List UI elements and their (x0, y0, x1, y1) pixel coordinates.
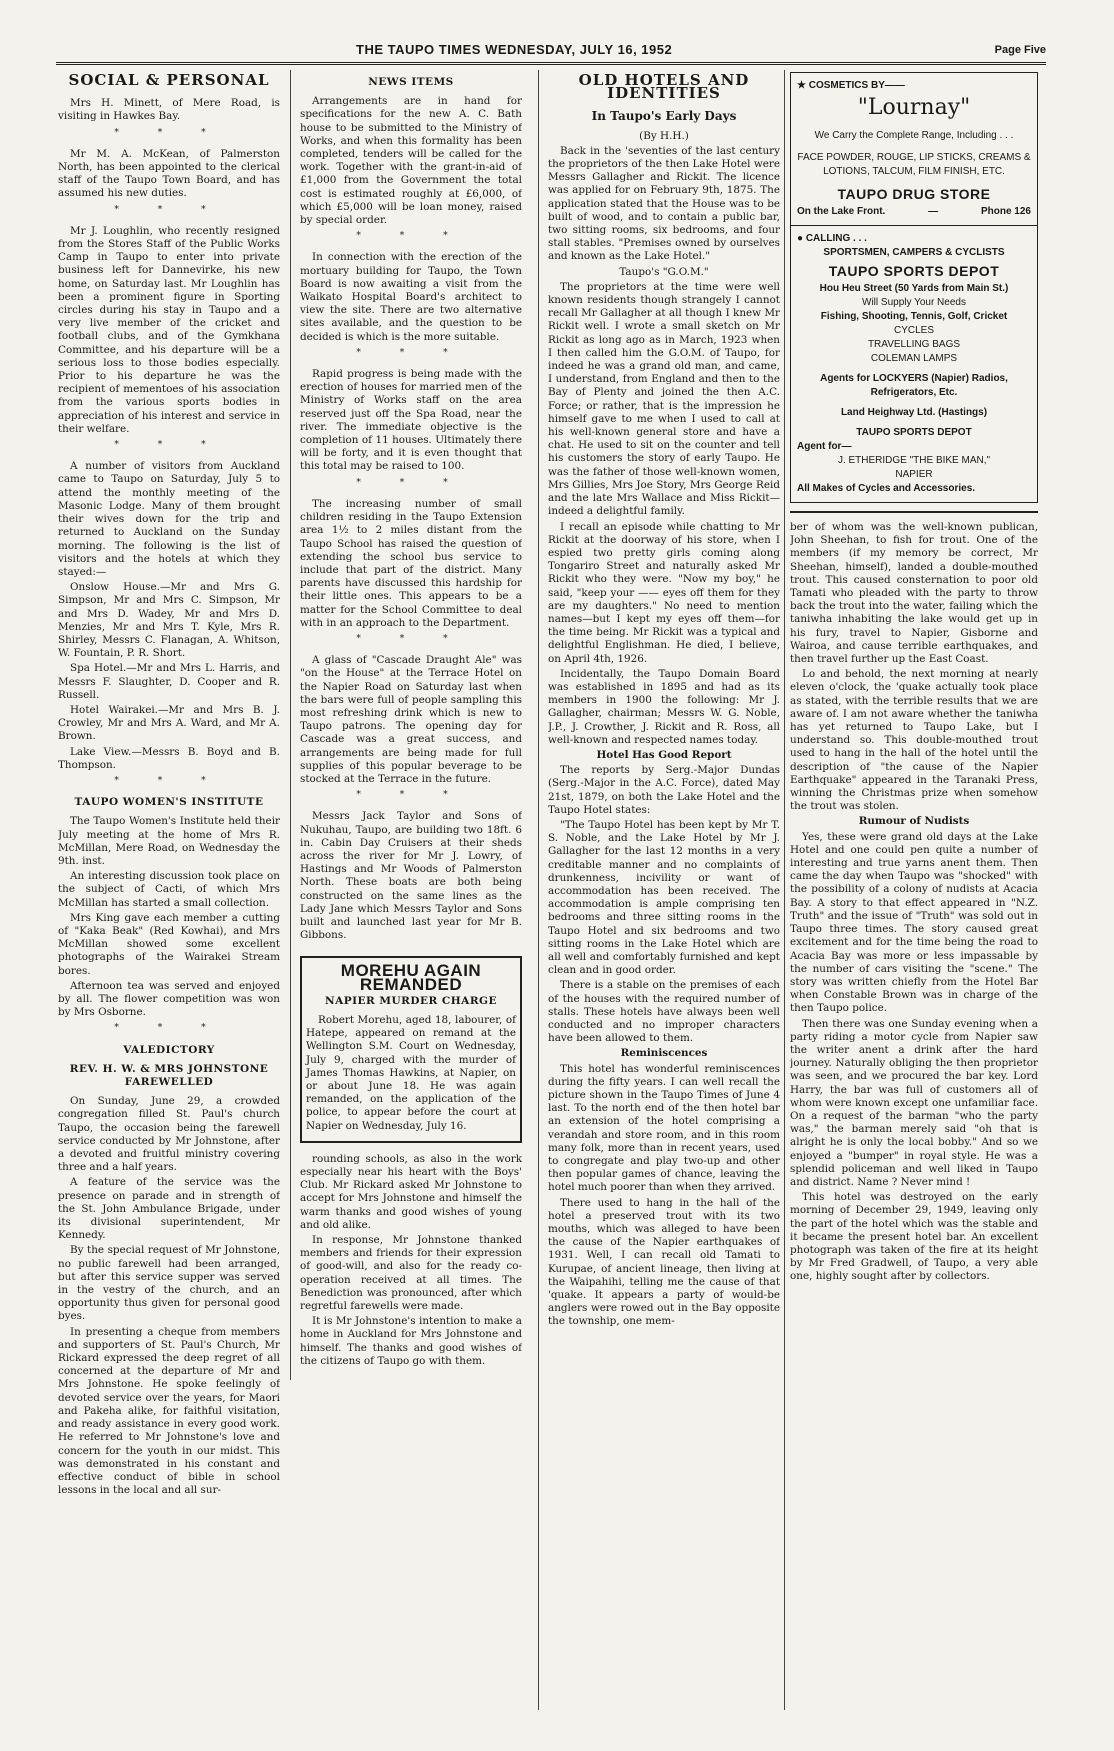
paragraph: Mr J. Loughlin, who recently resigned from the Stores Staff of the Public Works Camp in Taupo to enter into private business left for Dannevirke, his new home, on Saturday last. Mr Loughlin has been a prominent figure in Sporting circles during his stay in Taupo and a very live member of the cricket and football clubs, and of the Gymkhana Committee, and his departure will be a serious loss to those bodies especially. Prior to his departure he was the recipient of mementoes of his association from the various sports bodies in appreciation of his interest and service in their welfare. (58, 224, 280, 435)
paragraph: Yes, these were grand old days at the Lake Hotel and one could pen quite a number of interesting and true yarns anent them. Then came the day when Taupo was "shocked" with the possibility of a colony of nudists at Acacia Bay. A story to that effect appeared in "N.Z. Truth" and the issue of "Truth" was sold out in Taupo three times. The story caused great excitement and for the time being the road to Acacia Bay was more or less impassable by the number of cars visiting the "scene." The story was written chiefly from the Hotel Bar when Constable Brown was in charge of the then Taupo police. (790, 830, 1038, 1015)
separator: * * * (356, 347, 466, 358)
paragraph: Spa Hotel.—Mr and Mrs L. Harris, and Messrs F. Slaughter, D. Cooper and R. Russell. (58, 662, 280, 701)
ad-header: ★ COSMETICS BY—— (797, 80, 905, 91)
paragraph: Incidentally, the Taupo Domain Board was established in 1895 and had as its members in 1900 the following: Mr J. Gallagher, chairman; Messrs W. G. Noble, J.P., J. Crowther, J. Rickit and R. Ross, all well-known and respected names today. (548, 667, 780, 746)
ad-text: CYCLES (893, 325, 934, 336)
paragraph: Hotel Wairakei.—Mr and Mrs B. J. Crowley, Mr and Mrs A. Ward, and Mr A. Brown. (58, 703, 280, 743)
separator: * * * (356, 231, 466, 242)
section-heading: TAUPO WOMEN'S INSTITUTE (74, 796, 264, 809)
paragraph: Mr M. A. McKean, of Palmerston North, has been appointed to the clerical staff of the Taupo Town Board, and has assumed his new duties. (58, 147, 280, 200)
paragraph: Lake View.—Messrs B. Boyd and B. Thompson. (58, 745, 280, 771)
ad-text: Will Supply Your Needs (862, 297, 966, 308)
paragraph: The proprietors at the time were well known residents though strangely I cannot recall Mr Gallagher at all though I knew Mr Rickit well. I wrote a small sketch on Mr Rickit as long ago as in March, 1923 when I then called him the G.O.M. of Taupo, for indeed he was a grand old man, and came, I understand, from England and then to the Bay of Plenty and joined the then A.C. Force; or rather, that is the impression he himself gave to me when I used to call at his well-known general store and have a chat. He used to sit on the counter and tell his customers the story of early Taupo. He was the father of those well-known women, Mrs Gillies, Mrs Joe Story, Mrs George Reid and the late Mrs Wallace and Miss Rickit—indeed a delightful family. (548, 280, 780, 518)
paragraph: The Taupo Women's Institute held their July meeting at the home of Mrs R. McMillan, Mere Road, on Wednesday the 9th. inst. (58, 815, 280, 867)
separator: * * * (114, 440, 224, 451)
store-dash: — (928, 206, 939, 217)
ad-text: TRAVELLING BAGS (867, 339, 961, 350)
ad-text: Agents for LOCKYERS (Napier) Radios, Refrigerators, Etc. (820, 373, 1008, 398)
paragraph: The increasing number of small children residing in the Taupo Extension area 1½ to 2 miles distant from the Taupo School has raised the question of extending the school bus service to include that part of the district. Many parents have discussed this hardship for their little ones. This appears to be a matter for the School Committee to deal with in an approach to the Department. (300, 497, 522, 629)
store-name: TAUPO SPORTS DEPOT (828, 263, 1000, 279)
article-subheading: NAPIER MURDER CHARGE (324, 994, 498, 1007)
subheading: Reminiscences (620, 1047, 708, 1060)
paragraph: An interesting discussion took place on the subject of Cacti, of which Mrs McMillan has started a small collection. (58, 870, 280, 909)
paragraph: A glass of "Cascade Draught Ale" was "on the House" at the Terrace Hotel on the Napier Road on Saturday last when the bars were full of people sampling this most refreshing drink which is new to Taupo patrons. The opening day for Cascade was a great success, and arrangements are being made for full supplies of this popular beverage to be stocked at the Terrace in the future. (300, 654, 522, 785)
column-ads-continued (790, 72, 1038, 1712)
column-hotels (548, 72, 780, 1712)
paragraph: Onslow House.—Mr and Mrs G. Simpson, Mr and Mrs C. Simpson, Mr and Mrs D. Wadey, Mr and Mrs D. Menzies, Mr and Mrs T. Kyle, Mrs R. Shirley, Messrs C. Flanagan, A. Whitson, W. Fountain, P. R. Short. (58, 581, 280, 660)
paragraph: Afternoon tea was served and enjoyed by all. The flower competition was won by Mrs Osborne. (58, 979, 280, 1019)
separator: * * * (356, 790, 466, 801)
paragraph: Robert Morehu, aged 18, labourer, of Hatepe, appeared on remand at the Wellington S.M. Court on Wednesday, July 9, charged with the murder of James Thomas Hawkins, at Napier, on or about June 18. He was again remanded, on the application of the police, to appear before the court at Napier on Wednesday, July 16. (306, 1014, 516, 1132)
paragraph: In presenting a cheque from members and supporters of St. Paul's Church, Mr Rickard expressed the deep regret of all concerned at the departure of Mr and Mrs Johnstone. He spoke feelingly of devoted service over the years, for Maori and Pakeha alike, for faithful visitation, and ready assistance in every good work. He referred to Mr Johnstone's love and concern for the youth in our midst. This was demonstrated in his constant and effective conduct of bible in school lessons in the local and all sur- (58, 1325, 280, 1497)
paragraph: The reports by Serg.-Major Dundas (Serg.-Major in the A.C. Force), dated May 21st, 1879, on both the Lake Hotel and the Taupo Hotel states: (548, 764, 780, 816)
paragraph: "The Taupo Hotel has been kept by Mr T. S. Noble, and the Lake Hotel by Mr J. Gallagher for the last 12 months in a very creditable manner and no complaints of drunkenness, incivility or want of accommodation has been received. The accommodation is ample comprising ten bedrooms and three sitting rooms in the Taupo Hotel and six bedrooms and two sitting rooms in the Lake Hotel which are all well and comfortably furnished and kept clean and in good order. (548, 818, 780, 977)
column-divider (290, 70, 291, 1380)
paragraph: Mrs King gave each member a cutting of "Kaka Beak" (Red Kowhai), and Mrs McMillan showed some excellent photographs of the Wairakei Stream bores. (58, 911, 280, 977)
masthead-title: THE TAUPO TIMES WEDNESDAY, JULY 16, 1952 (356, 42, 673, 57)
subheading: Taupo's "G.O.M." (619, 265, 709, 278)
paragraph: A number of visitors from Auckland came to Taupo on Saturday, July 5 to attend the monthly meeting of the Masonic Lodge. Many of them brought their wives down for the trip and returned to Auckland on the Sunday morning. The following is the list of visitors and the hotels at which they stayed:— (58, 460, 280, 578)
separator: * * * (114, 1023, 224, 1034)
section-heading: SOCIAL & PERSONAL (68, 72, 270, 89)
paragraph: Arrangements are in hand for specifications for the new A. C. Bath house to be submitted to the Ministry of Works, and when this formality has been completed, tenders will be called for the work. Together with the grant-in-aid of £1,000 from the Government the total cost is estimated roughly at £6,000, of which £5,000 will be loan money, raised by special order. (300, 95, 522, 227)
paragraph: Messrs Jack Taylor and Sons of Nukuhau, Taupo, are building two 18ft. 6 in. Cabin Day Cruisers at their sheds across the river for Mr J. Lowry, of Hastings and Mr Woods of Palmerston North. These boats are both being constructed on the same lines as the Lady Jane which Messrs Taylor and Sons built and launched last year for Mr B. Gibbons. (300, 810, 522, 942)
ad-text: Agent for— (797, 441, 852, 452)
ad-text: Fishing, Shooting, Tennis, Golf, Cricket (820, 311, 1008, 322)
ad-products: FACE POWDER, ROUGE, LIP STICKS, CREAMS & LOTIONS, TALCUM, FILM FINISH, ETC. (797, 152, 1031, 177)
ad-text: COLEMAN LAMPS (870, 353, 958, 364)
ad-text: J. ETHERIDGE "THE BIKE MAN," (837, 455, 991, 466)
paragraph: There used to hang in the hall of the hotel a preserved trout with its two mouths, which was alleged to have been the cause of the Napier earthquakes of 1931. Well, I can recall old Tamati to Kurupae, of ancient lineage, then living at the Waipahihi, telling me the cause of that 'quake. It appears a party of would-be anglers were rowed out in the Bay opposite the township, one mem- (548, 1196, 780, 1328)
separator: * * * (356, 477, 466, 488)
separator: * * * (114, 775, 224, 786)
paragraph: There is a stable on the premises of each of the houses with the required number of stalls. These hotels have always been well conducted and no improper characters have been allowed to them. (548, 979, 780, 1045)
store-phone: Phone 126 (980, 206, 1031, 217)
ad-text: SPORTSMEN, CAMPERS & CYCLISTS (823, 247, 1005, 258)
article-headline: MOREHU AGAIN REMANDED (340, 961, 482, 994)
paragraph: rounding schools, as also in the work especially near his heart with the Boys' Club. Mr Rickard asked Mr Johnstone to accept for Mrs Johnstone and himself the warm thanks and good wishes of young and old alike. (300, 1152, 522, 1231)
byline: (By H.H.) (639, 129, 689, 142)
section-heading: VALEDICTORY (123, 1043, 215, 1056)
separator-rule (790, 511, 1038, 513)
subheading: Rumour of Nudists (858, 815, 970, 828)
ad-rule (791, 225, 1037, 226)
paragraph: By the special request of Mr Johnstone, no public farewell had been arranged, but after this service supper was served in the vestry of the church, and an opportunity thus given for personal good byes. (58, 1244, 280, 1323)
separator: * * * (356, 633, 466, 644)
column-divider (538, 70, 539, 1710)
page-number: Page Five (994, 44, 1046, 56)
store-contact (797, 205, 1031, 219)
brand-logo: "Lournay" (857, 95, 971, 120)
paragraph: I recall an episode while chatting to Mr Rickit at the doorway of his store, when I espied two pretty girls coming along Tongariro Street and naturally asked Mr Rickit who they were. "Now my boy," he said, "keep your —— eyes off them for they are my daughters." No need to mention names—but I kept my eyes off them—for the time being. Mr Rickit was a typical and delightful Englishman. He died, I believe, on April 4th, 1926. (548, 520, 780, 665)
ad-text: Land Heighway Ltd. (Hastings) (840, 407, 988, 418)
section-subheading: In Taupo's Early Days (591, 109, 737, 124)
paragraph: Then there was one Sunday evening when a party riding a motor cycle from Napier saw the writer anent a drink after the hard journey. Naturally obliging the then proprietor was seen, and we procured the bar key. Lord Harry, the bar was full of customers all of whom were known except one unfamiliar face. On a request of the barman "who the party was," the barman merely said "oh that is alright he is only the local bobby." And so we enjoyed a "bumper" in royal style. He was a splendid policeman and well liked in Taupo and district. Name ? Never mind ! (790, 1017, 1038, 1188)
section-heading: OLD HOTELS AND IDENTITIES (578, 72, 750, 103)
paragraph: It is Mr Johnstone's intention to make a home in Auckland for Mrs Johnstone and himself. The thanks and good wishes of the citizens of Taupo go with them. (300, 1315, 522, 1367)
paragraph: On Sunday, June 29, a crowded congregation filled St. Paul's church Taupo, the occasion being the farewell service conducted by Mr Johnstone, after a devoted and fruitful ministry covering three and a half years. (58, 1095, 280, 1174)
column-social (58, 72, 280, 1712)
paragraph: Back in the 'seventies of the last century the proprietors of the then Lake Hotel were Messrs Gallagher and Rickit. The licence was applied for on February 9th, 1875. The application stated that the House was to be built of wood, and to contain a public bar, two sitting rooms, six bedrooms, and four stall stables. "Premises owned by ourselves and known as the Lake Hotel." (548, 144, 780, 263)
store-name: TAUPO DRUG STORE (837, 186, 991, 202)
ad-text: All Makes of Cycles and Accessories. (797, 483, 976, 494)
masthead-rule (56, 62, 1046, 65)
paragraph: Rapid progress is being made with the erection of houses for married men of the Ministry of Works staff on the area reserved just off the Spa Road, near the river. The immediate objective is the completion of 11 houses. Ultimately there will be forty, and it is even thought that this total may be raised to 100. (300, 368, 522, 473)
paragraph: This hotel has wonderful reminiscences during the fifty years. I can well recall the picture shown in the Taupo Times of June 4 last. To the north end of the then hotel bar an extension of the hotel comprising a verandah and store room, and in this room many folk, more than in recent years, used to congregate and play two-up and other then popular games of chance, leaving the hotel much poorer than when they arrived. (548, 1062, 780, 1194)
store-name: TAUPO SPORTS DEPOT (856, 427, 972, 438)
paragraph: In connection with the erection of the mortuary building for Taupo, the Town Board is now awaiting a visit from the Waikato Hospital Board's architect to view the site. There are two alternative sites available, and the question to be decided is which is the more suitable. (300, 251, 522, 343)
separator: * * * (114, 127, 224, 138)
column-news (300, 72, 522, 1712)
separator: * * * (114, 204, 224, 215)
column-divider (784, 70, 785, 1710)
section-heading: NEWS ITEMS (368, 76, 454, 88)
subheading: Hotel Has Good Report (596, 748, 732, 761)
ad-text: We Carry the Complete Range, Including . . . (814, 130, 1014, 141)
morehu-article (300, 956, 522, 1142)
paragraph: ber of whom was the well-known publican, John Sheehan, to fish for trout. One of the members (if my memory be correct, Mr Sheehan, himself), landed a double-mouthed trout. This caused consternation to poor old Tamati who pleaded with the party to throw back the trout into the water, failing which the taniwha inhabiting the lake would get up in his fury, travel to Napier, Gisborne and Wairoa, and cause terrible earthquakes, and then travel further up the East Coast. (790, 521, 1038, 666)
paragraph: This hotel was destroyed on the early morning of December 29, 1949, leaving only the part of the hotel which was the stable and it became the present hotel bar. An excellent photograph was taken of the fire at its height by Mr Fred Gradwell, of Taupo, a very able one, highly sought after by collectors. (790, 1191, 1038, 1283)
advertisement-block (790, 72, 1038, 503)
section-subheading: REV. H. W. & MRS JOHNSTONE FAREWELLED (69, 1062, 269, 1089)
paragraph: A feature of the service was the presence on parade and in strength of the St. John Ambulance Brigade, under its divisional superintendent, Mr Kennedy. (58, 1176, 280, 1242)
paragraph: Lo and behold, the next morning at nearly eleven o'clock, the 'quake actually took place as stated, with the terrible results that we are aware of. I am not aware whether the taniwha has yet returned to Taupo Lake, but I understand so. This double-mouthed trout used to hang in the hall of the hotel until the description of "the cause of the Napier Earthquake" appeared in the Taranaki Press, winning the Christmas prize when somehow the trout was stolen. (790, 668, 1038, 813)
store-address: Hou Heu Street (50 Yards from Main St.) (819, 283, 1009, 294)
paragraph: Mrs H. Minett, of Mere Road, is visiting in Hawkes Bay. (58, 97, 280, 123)
ad-text: NAPIER (895, 469, 933, 480)
store-location: On the Lake Front. (797, 206, 886, 217)
ad-header: ● CALLING . . . (797, 233, 867, 244)
paragraph: In response, Mr Johnstone thanked members and friends for their expression of good-will, and also for the ready co-operation received at all times. The Benediction was pronounced, after which regretful farewells were made. (300, 1234, 522, 1313)
